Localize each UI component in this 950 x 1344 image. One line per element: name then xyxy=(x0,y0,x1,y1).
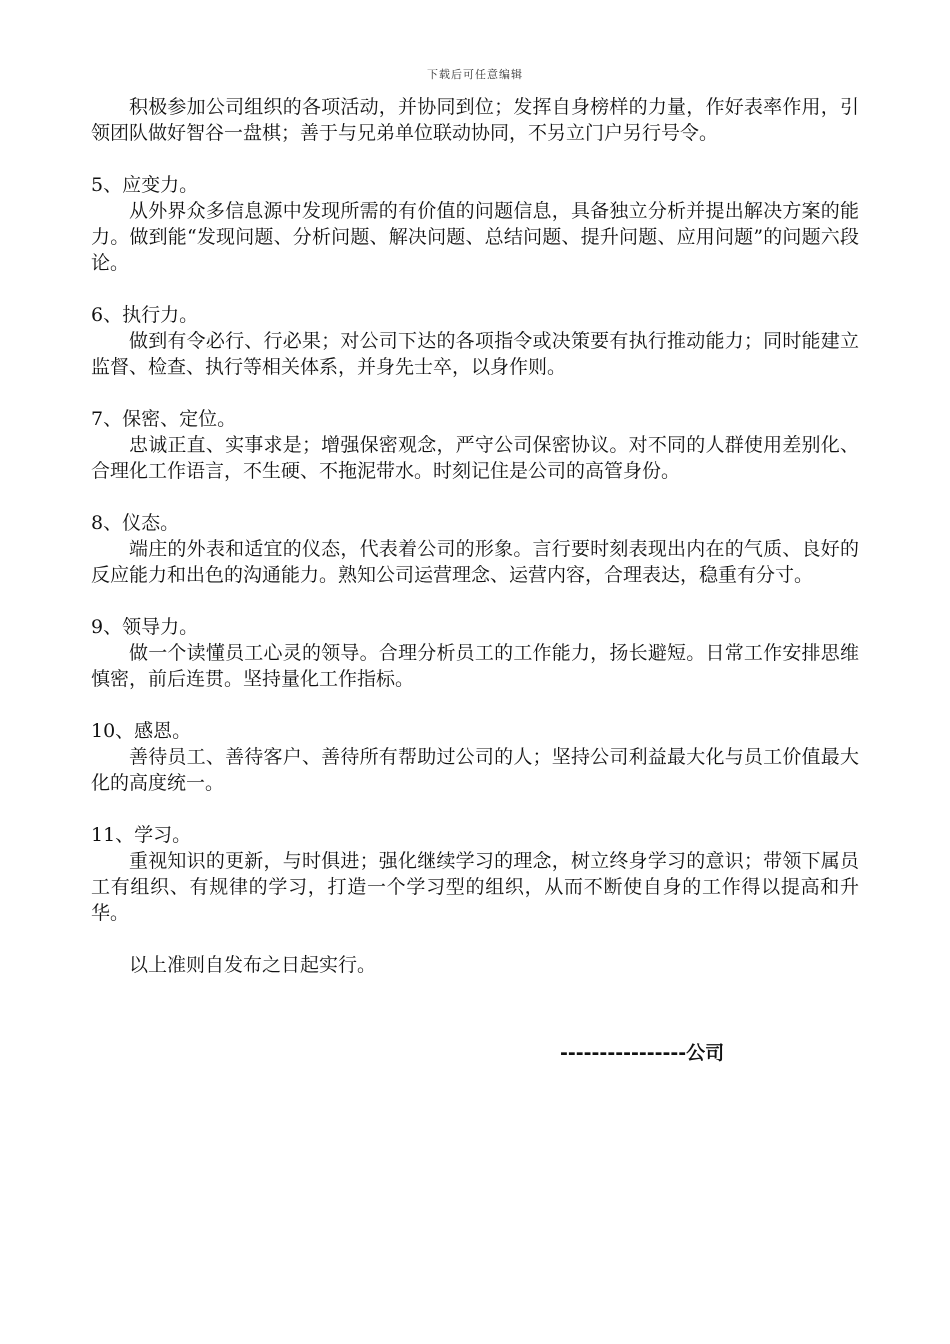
section-body: 做一个读懂员工心灵的领导。合理分析员工的工作能力，扬长避短。日常工作安排思维慎密，前后连贯。坚持量化工作指标。 xyxy=(91,642,859,690)
section-heading: 9、领导力。 xyxy=(91,616,199,638)
section-5 xyxy=(91,172,859,276)
section-body: 端庄的外表和适宜的仪态，代表着公司的形象。言行要时刻表现出内在的气质、良好的反应能力和出色的沟通能力。熟知公司运营理念、运营内容，合理表达，稳重有分寸。 xyxy=(91,538,859,586)
section-body: 善待员工、善待客户、善待所有帮助过公司的人；坚持公司利益最大化与员工价值最大化的高度统一。 xyxy=(91,746,859,794)
closing-statement: 以上准则自发布之日起实行。 xyxy=(129,954,377,976)
document-body xyxy=(91,94,859,978)
section-8 xyxy=(91,510,859,588)
section-body: 做到有令必行、行必果；对公司下达的各项指令或决策要有执行推动能力；同时能建立监督、检查、执行等相关体系，并身先士卒，以身作则。 xyxy=(91,330,859,378)
section-body: 从外界众多信息源中发现所需的有价值的问题信息，具备独立分析并提出解决方案的能力。做到能“发现问题、分析问题、解决问题、总结问题、提升问题、应用问题”的问题六段论。 xyxy=(91,200,859,274)
section-heading: 10、感恩。 xyxy=(91,720,192,742)
section-10 xyxy=(91,718,859,796)
section-7 xyxy=(91,406,859,484)
section-body: 忠诚正直、实事求是；增强保密观念，严守公司保密协议。对不同的人群使用差别化、合理化工作语言，不生硬、不拖泥带水。时刻记住是公司的高管身份。 xyxy=(91,434,859,482)
section-heading: 7、保密、定位。 xyxy=(91,408,237,430)
section-heading: 5、应变力。 xyxy=(91,174,199,196)
section-heading: 6、执行力。 xyxy=(91,304,199,326)
section-6 xyxy=(91,302,859,380)
intro-paragraph: 积极参加公司组织的各项活动，并协同到位；发挥自身榜样的力量，作好表率作用，引领团队做好智谷一盘棋；善于与兄弟单位联动协同，不另立门户另行号令。 xyxy=(91,96,859,144)
header-note: 下载后可任意编辑 xyxy=(427,68,523,81)
section-9 xyxy=(91,614,859,692)
section-body: 重视知识的更新，与时俱进；强化继续学习的理念，树立终身学习的意识；带领下属员工有组织、有规律的学习，打造一个学习型的组织，从而不断使自身的工作得以提高和升华。 xyxy=(91,850,859,924)
section-heading: 8、仪态。 xyxy=(91,512,180,534)
section-11 xyxy=(91,822,859,926)
company-signature: ----------------公司 xyxy=(560,1042,725,1064)
section-heading: 11、学习。 xyxy=(91,824,192,846)
